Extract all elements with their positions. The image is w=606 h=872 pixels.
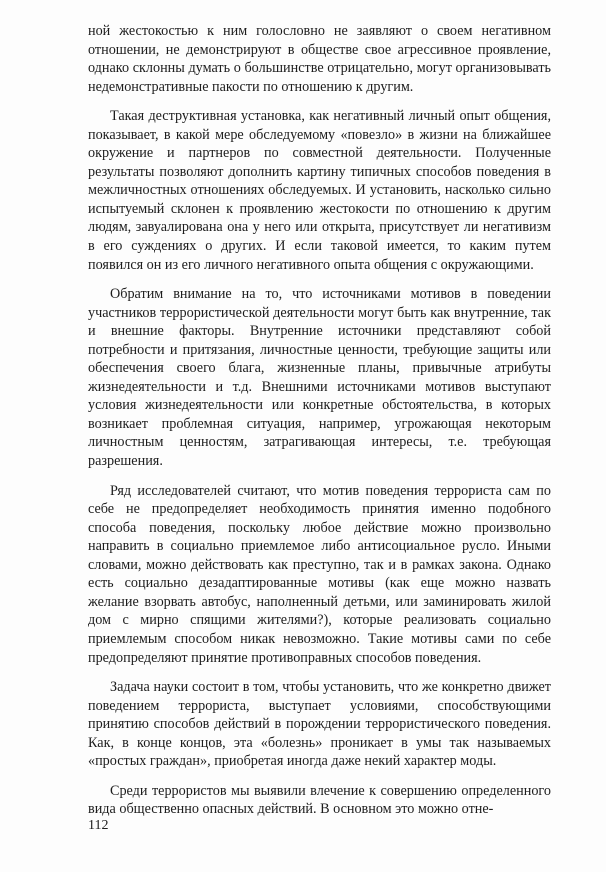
paragraph-destructive-attitude: Такая деструктивная установка, как негативный личный опыт общения, показывает, в какой мере обследуемому «повезло» в жизни на ближайшее окружение и партнеров по совместной деятельности. Полученные результаты позволяют дополнить картину типичных способов поведения в межличностных отношениях обследуемых. И установить, насколько сильно испытуемый склонен к проявлению жестокости по отношению к другим людям, завуалирована она у него или открыта, присутствует ли негативизм в его суждениях о других. И если таковой имеется, то каким путем появился он из его личного негативного опыта общения с окружающими. [88, 108, 551, 273]
paragraph-science-task: Задача науки состоит в том, чтобы установить, что же конкретно движет поведением террориста, выступает условиями, способствующими принятию способов действий в порождении террористического поведения. Как, в конце концов, эта «болезнь» проникает в умы так называемых «простых граждан», приобретая иногда даже некий характер моды. [88, 679, 551, 770]
paragraph-terrorist-attraction: Среди террористов мы выявили влечение к совершению определенного вида общественно опасных действий. В основном это можно отне- [88, 782, 551, 818]
paragraph-researchers-view: Ряд исследователей считают, что мотив поведения террориста сам по себе не предопределяет необходимость принятия именно подобного способа поведения, поскольку любое действие можно произвольно направить в социально приемлемое либо антисоциальное русло. Иными словами, можно действовать как преступно, так и в рамках закона. Однако есть социально дезадаптированные мотивы (как еще можно назвать желание взорвать автобус, наполненный детьми, или заминировать жилой дом с мирно спящими жителями?), которые реализовать социально приемлемым способом никак невозможно. Такие мотивы сами по себе предопределяют принятие противоправных способов поведения. [88, 482, 551, 666]
paragraph-motive-sources: Обратим внимание на то, что источниками мотивов в поведении участников террористической деятельности могут быть как внутренние, так и внешние факторы. Внутренние источники представляют собой потребности и притязания, личностные ценности, требующие защиты или обеспечения своего блага, жизненные планы, привычные атрибуты жизнедеятельности и т.д. Внешними источниками мотивов выступают условия жизнедеятельности или конкретные обстоятельства, в которых возникает проблемная ситуация, например, угрожающая некоторым личностным ценностям, затрагивающая интересы, т.е. требующая разрешения. [88, 286, 551, 470]
page-number: 112 [88, 818, 109, 833]
body-text [88, 22, 551, 819]
paragraph-continuation: ной жестокостью к ним голословно не заявляют о своем негативном отношении, не демонстрируют в обществе свое агрессивное проявление, однако склонны думать о большинстве отрицательно, могут организовывать недемонстративные пакости по отношению к другим. [88, 23, 551, 95]
